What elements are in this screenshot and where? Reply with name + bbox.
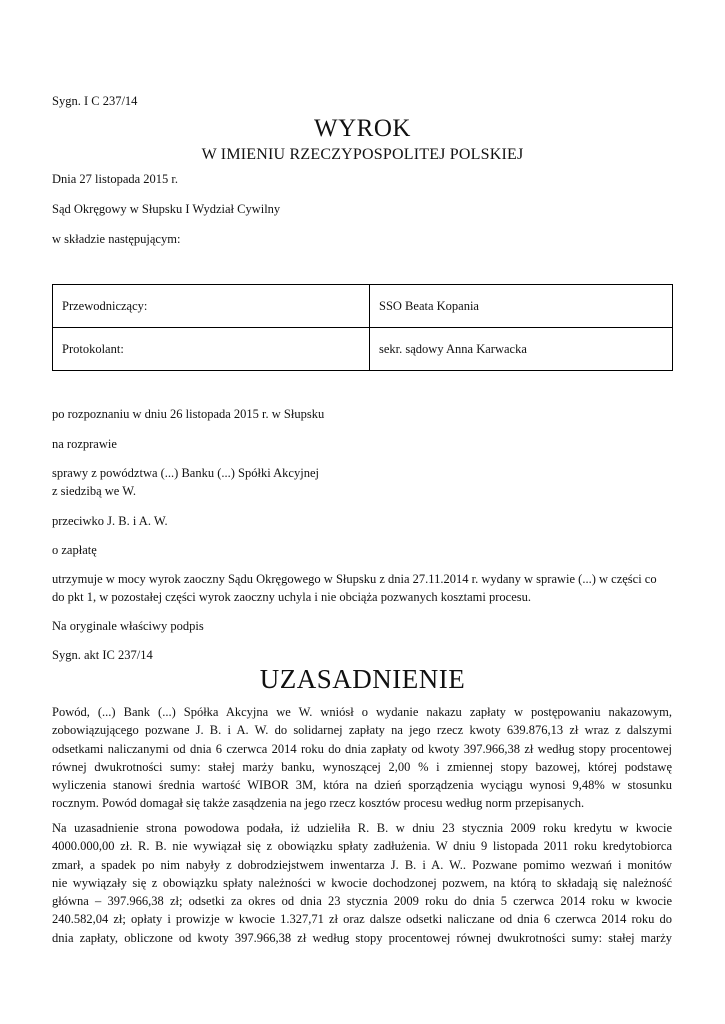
paragraph-line: nie wywiązały się z obowiązku spłaty należności w kwocie dochodzonej pozwem, na którą to składają się należność bbox=[52, 875, 672, 890]
paragraph-line: dnia zapłaty, obliczone od kwoty 397.966,38 zł według stopy procentowej równej dwukrotności sumy: stałej marży bbox=[52, 930, 672, 945]
case-parties-line1: sprawy z powództwa (...) Banku (...) Spółki Akcyjnej bbox=[52, 466, 319, 480]
hearing-info: po rozpoznaniu w dniu 26 listopada 2015 r. w Słupsku bbox=[52, 407, 325, 421]
justification-title: UZASADNIENIE bbox=[259, 664, 466, 694]
signature-note: Na oryginale właściwy podpis bbox=[52, 619, 204, 633]
ruling-line2: do pkt 1, w pozostałej części wyrok zaoczny uchyla i nie obciąża pozwanych kosztami procesu. bbox=[52, 590, 531, 604]
paragraph-line: Powód, (...) Bank (...) Spółka Akcyjna we W. wniósł o wydanie nakazu zapłaty w postępowaniu nakazowym, bbox=[52, 705, 672, 719]
case-signature: Sygn. I C 237/14 bbox=[52, 94, 138, 108]
ruling-line1: utrzymuje w mocy wyrok zaoczny Sądu Okręgowego w Słupsku z dnia 27.11.2014 r. wydany w sprawie (...) w części co bbox=[52, 572, 657, 586]
paragraph-line: wyliczenia stanowi średnia wartość WIBOR 3M, która na dzień sporządzenia wyciągu wynosi 9,48% w stosunku bbox=[52, 778, 672, 793]
paragraph-line: główna – 397.966,38 zł; odsetki za okres od dnia 23 stycznia 2009 roku do dnia 5 czerwca 2014 roku w kwocie bbox=[52, 894, 672, 909]
case-file-number: Sygn. akt IC 237/14 bbox=[52, 648, 153, 662]
panel-role: Przewodniczący: bbox=[53, 285, 370, 328]
table-row bbox=[53, 328, 673, 371]
court-name: Sąd Okręgowy w Słupsku I Wydział Cywilny bbox=[52, 202, 281, 216]
paragraph-line: równej dwukrotności sumy: stałej marży banku, wynoszącej 2,00 % i zmiennej stopy bazowej, której podstawę bbox=[52, 759, 672, 774]
paragraph-line: 240.582,04 zł; opłaty i prowizje w kwocie 1.327,71 zł oraz dalsze odsetki naliczane od dnia 6 czerwca 2014 roku do bbox=[52, 912, 672, 927]
case-parties-line2: z siedzibą we W. bbox=[52, 484, 137, 498]
composition-label: w składzie następującym: bbox=[52, 232, 181, 246]
paragraph-line: Na uzasadnienie strona powodowa podała, iż udzieliła R. B. w dniu 23 stycznia 2009 roku kredytu w kwocie bbox=[52, 821, 672, 835]
judgment-date: Dnia 27 listopada 2015 r. bbox=[52, 172, 179, 186]
justification-paragraph-2 bbox=[52, 819, 672, 947]
paragraph-line: zobowiązującego pozwane J. B. i A. W. do solidarnej zapłaty na jego rzecz kwoty 639.876,13 zł wraz z dalszymi bbox=[52, 723, 672, 738]
defendants: przeciwko J. B. i A. W. bbox=[52, 514, 168, 528]
document-title: WYROK bbox=[314, 115, 411, 142]
panel-person: SSO Beata Kopania bbox=[370, 285, 673, 328]
paragraph-line: rocznym. Powód domagał się także zasądzenia na jego rzecz kosztów procesu według norm przepisanych. bbox=[52, 796, 585, 811]
document-subtitle: W IMIENIU RZECZYPOSPOLITEJ POLSKIEJ bbox=[201, 146, 524, 163]
case-subject: o zapłatę bbox=[52, 543, 97, 557]
paragraph-line: 4000.000,00 zł. R. B. nie wywiązał się z obowiązku spłaty zadłużenia. W dniu 9 listopada 2011 roku kredytobiorca bbox=[52, 839, 672, 854]
session-type: na rozprawie bbox=[52, 437, 117, 451]
court-panel-table bbox=[52, 284, 673, 371]
panel-person: sekr. sądowy Anna Karwacka bbox=[370, 328, 673, 371]
panel-role: Protokolant: bbox=[53, 328, 370, 371]
justification-paragraph-1 bbox=[52, 703, 672, 813]
table-row bbox=[53, 285, 673, 328]
paragraph-line: zmarł, a spadek po nim nabyły z dobrodziejstwem inwentarza J. B. i A. W.. Pozwane pomimo wezwań i monitów bbox=[52, 857, 672, 872]
paragraph-line: odsetkami naliczanymi od dnia 6 czerwca 2014 roku do dnia zapłaty od kwoty 397.966,38 zł według stopy procentowej bbox=[52, 741, 672, 756]
